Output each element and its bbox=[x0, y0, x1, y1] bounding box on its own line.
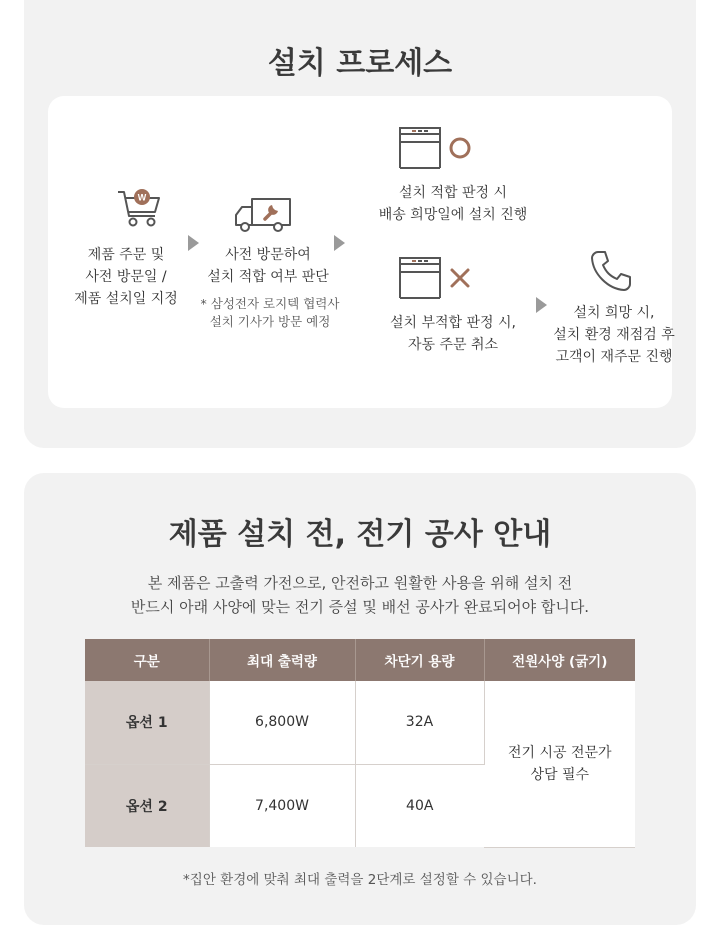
header-category: 구분 bbox=[85, 639, 209, 681]
electric-footnote: *집안 환경에 맞춰 최대 출력을 2단계로 설정할 수 있습니다. bbox=[183, 872, 537, 888]
power-spec-value: 전기 시공 전문가 상담 필수 bbox=[484, 681, 635, 847]
phone-icon bbox=[588, 248, 634, 294]
step-reorder: 설치 희망 시, 설치 환경 재점검 후 고객이 재주문 진행 bbox=[553, 305, 675, 365]
electric-work-title: 제품 설치 전, 전기 공사 안내 bbox=[168, 517, 552, 552]
step-pre-visit-note: * 삼성전자 로지텍 협력사 설치 기사가 방문 예정 bbox=[200, 296, 340, 329]
spec-table-header bbox=[85, 639, 635, 681]
arrow-right-icon bbox=[334, 235, 345, 251]
step-order: 제품 주문 및 사전 방문일 / 제품 설치일 지정 bbox=[74, 247, 178, 307]
header-power-spec: 전원사양 (굵기) bbox=[484, 639, 635, 681]
appliance-rejected-icon bbox=[398, 256, 474, 300]
appliance-approved-icon bbox=[398, 126, 474, 170]
option-label: 옵션 2 bbox=[85, 764, 209, 847]
step-install-fail: 설치 부적합 판정 시, 자동 주문 취소 bbox=[390, 315, 516, 353]
step-install-ok: 설치 적합 판정 시 배송 희망일에 설치 진행 bbox=[378, 185, 528, 223]
table-row bbox=[85, 681, 635, 764]
install-process-title: 설치 프로세스 bbox=[267, 46, 453, 81]
service-truck-icon bbox=[232, 195, 294, 235]
cart-badge-text: W bbox=[137, 192, 147, 203]
install-process-section bbox=[24, 0, 696, 448]
max-output-value: 7,400W bbox=[209, 764, 355, 847]
breaker-value: 32A bbox=[355, 681, 484, 764]
header-breaker: 차단기 용량 bbox=[355, 639, 484, 681]
electric-work-section bbox=[24, 473, 696, 925]
spec-table bbox=[85, 639, 635, 848]
step-pre-visit: 사전 방문하여 설치 적합 여부 판단 bbox=[207, 247, 329, 285]
breaker-value: 40A bbox=[355, 764, 484, 847]
header-max-output: 최대 출력량 bbox=[209, 639, 355, 681]
max-output-value: 6,800W bbox=[209, 681, 355, 764]
option-label: 옵션 1 bbox=[85, 681, 209, 764]
shopping-cart-icon bbox=[115, 188, 165, 230]
process-panel bbox=[48, 96, 675, 408]
electric-intro: 본 제품은 고출력 가전으로, 안전하고 원활한 사용을 위해 설치 전 반드시 아래 사양에 맞는 전기 증설 및 배선 공사가 완료되어야 합니다. bbox=[130, 574, 590, 616]
